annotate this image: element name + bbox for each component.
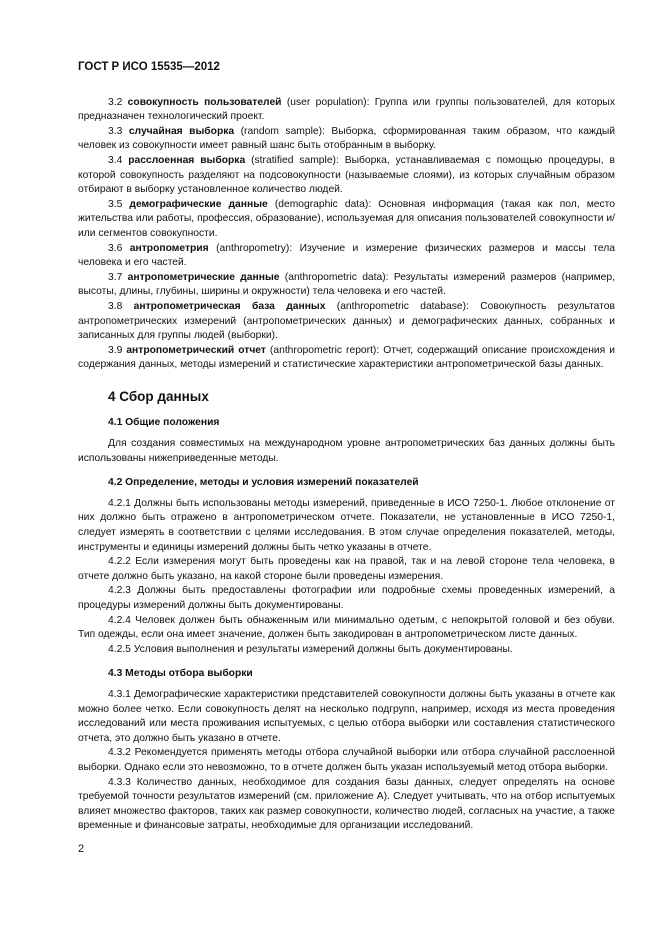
definition-3-6: 3.6 антропометрия (anthropometry): Изучение и измерение физических размеров и массы тела человека и его частей.: [78, 242, 615, 269]
definition-3-8: 3.8 антропометрическая база данных (anthropometric database): Совокупность результатов антропометрических измерений (антропометрических данных) и демографических данных, собранных и записанных для группы людей (выборки).: [78, 300, 615, 342]
section-4-1-text: Для создания совместимых на международном уровне антропометрических баз данных должны быть использованы нижеприведенные методы.: [78, 438, 615, 464]
section-4-1-heading: 4.1 Общие положения: [108, 417, 220, 429]
definition-3-3: 3.3 случайная выборка (random sample): Выборка, сформированная таким образом, что каждый человек из совокупности имеет равный шанс быть отобранным в выборку.: [78, 125, 615, 152]
definition-3-2: 3.2 совокупность пользователей (user population): Группа или группы пользователей, для которых предназначен технологический проект.: [78, 96, 615, 123]
paragraph-4-3-1: 4.3.1 Демографические характеристики представителей совокупности должны быть указаны в отчете как можно более четко. Если совокупность делят на несколько подгрупп, например, исходя из места проведения исследований или места проживания испытуемых, с целью отбора выборки или составления статистического отчета, это должно быть указано в отчете.: [78, 688, 615, 744]
definition-3-9: 3.9 антропометрический отчет (anthropometric report): Отчет, содержащий описание происхождения и содержания данных, методы измерений и статистические характеристики антропометрической базы данных.: [78, 344, 615, 371]
term: случайная выборка: [128, 125, 235, 137]
section-4-heading: 4 Сбор данных: [108, 388, 209, 404]
section-4-2-heading: 4.2 Определение, методы и условия измерений показателей: [108, 477, 419, 489]
term: антропометрия: [129, 242, 209, 254]
term: расслоенная выборка: [128, 154, 246, 166]
paragraph-4-2-1: 4.2.1 Должны быть использованы методы измерений, приведенные в ИСО 7250-1. Любое отклонение от них должно быть отражено в антропометрическом отчете. Показатели, не установленные в ИСО 7250-1, следует измерять в соответствии с целями исследования. В этом случае определения показателей, методы, инструменты и единицы измерений должны быть четко указаны в отчете.: [78, 497, 615, 553]
definition-3-7: 3.7 антропометрические данные (anthropometric data): Результаты измерений размеров (например, высоты, длины, глубины, ширины и окружности) тела человека и его частей.: [78, 271, 615, 298]
definition-3-4: 3.4 расслоенная выборка (stratified sample): Выборка, устанавливаемая с помощью процедуры, в которой совокупность разделяют на подсовокупности (называемые слоями), из которых случайным образом отбирают в выборку установленное количество людей.: [78, 154, 615, 196]
paragraph-4-2-2: 4.2.2 Если измерения могут быть проведены как на правой, так и на левой стороне тела человека, в отчете должно быть указано, на какой стороне были проведены измерения.: [78, 556, 615, 582]
definition-3-5: 3.5 демографические данные (demographic data): Основная информация (такая как пол, место жительства или работы, профессия, образование), используемая для описания пользователей совокупности и/или сегментов совокупности.: [78, 198, 615, 239]
page-number: 2: [78, 843, 85, 855]
term: демографические данные: [129, 198, 268, 210]
term: антропометрические данные: [127, 271, 280, 283]
paragraph-4-2-3: 4.2.3 Должны быть предоставлены фотографии или подробные схемы проведенных измерений, а процедуры измерений должны быть документированы.: [78, 585, 615, 611]
term: совокупность пользователей: [127, 96, 282, 108]
paragraph-4-2-4: 4.2.4 Человек должен быть обнаженным или минимально одетым, с непокрытой головой и без обуви. Тип одежды, если она имеет значение, должен быть закодирован в антропометрическом листе данных.: [78, 614, 615, 641]
definitions-list: [78, 96, 615, 373]
section-4-3-heading: 4.3 Методы отбора выборки: [108, 668, 253, 680]
paragraph-4-3-2: 4.3.2 Рекомендуется применять методы отбора случайной выборки или отбора случайной расслоенной выборки. Однако если это невозможно, то в отчете должен быть указан используемый метод отбора выборки.: [78, 747, 615, 773]
paragraph-4-2-5: 4.2.5 Условия выполнения и результаты измерений должны быть документированы.: [108, 643, 513, 655]
standard-header: ГОСТ Р ИСО 15535—2012: [78, 61, 220, 73]
paragraph-4-3-3: 4.3.3 Количество данных, необходимое для создания базы данных, следует определять на основе требуемой точности результатов измерений (см. приложение А). Следует учитывать, что на отбор испытуемых влияет множество факторов, таких как размер совокупности, количество людей, согласных на участие, а также временные и финансовые затраты, необходимые для организации исследований.: [78, 776, 615, 832]
term: антропометрическая база данных: [133, 300, 326, 312]
term: антропометрический отчет: [126, 344, 266, 356]
